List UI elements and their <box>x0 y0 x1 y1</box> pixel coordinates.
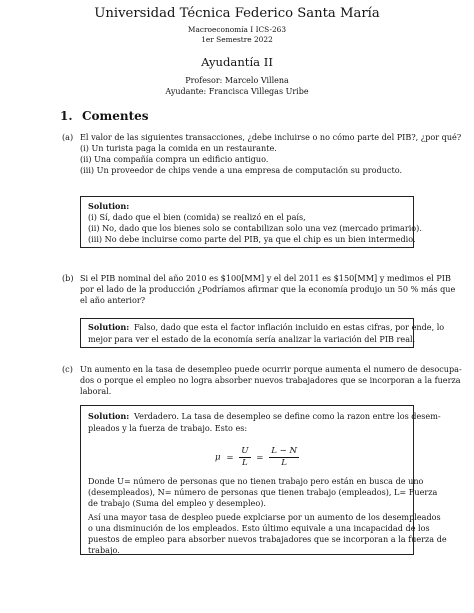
question-c-label: (c) <box>62 364 73 374</box>
question-b-line: el año anterior? <box>80 295 146 305</box>
definition-line: Donde U= número de personas que no tienen trabajo pero están en busca de uno <box>88 476 424 486</box>
question-b-line: Si el PIB nominal del año 2010 es $100[MM] y el del 2011 es $150[MM] y medimos el PIB <box>80 273 451 283</box>
semester: 1er Semestre 2022 <box>201 35 273 44</box>
solution-line: mejor para ver el estado de la economía sería analizar la variación del PIB real. <box>88 334 416 344</box>
question-c-line: dos o porque el empleo no logra absorber nuevos trabajadores que se incorporan a la fuerza <box>80 375 461 385</box>
definition-line: de trabajo (Suma del empleo y desempleo). <box>88 498 266 508</box>
question-a-label: (a) <box>62 132 74 142</box>
fraction-numerator: U <box>241 446 249 456</box>
fraction-numerator: L − N <box>271 446 298 456</box>
closing-line: trabajo. <box>88 545 120 555</box>
question-a-item: (iii) Un proveedor de chips vende a una empresa de computación su producto. <box>80 165 403 175</box>
course-name: Macroeconomía I ICS-263 <box>187 25 287 34</box>
closing-line: puestos de empleo para absorber nuevos trabajadores que se incorporan a la fuerza de <box>88 534 447 544</box>
section-title: Comentes <box>82 109 149 123</box>
formula-equals: = <box>256 452 264 463</box>
solution-label: Solution: <box>88 201 130 211</box>
solution-line: Falso, dado que esta el factor inflación incluido en estas cifras, por ende, lo <box>134 322 445 332</box>
closing-line: Así una mayor tasa de despleo puede explciarse por un aumento de los desempleados <box>88 512 441 522</box>
fraction-denominator: L <box>281 458 287 468</box>
document-title: Ayudantía II <box>201 55 273 69</box>
solution-box-b <box>80 318 445 348</box>
question-b-line: por el lado de la producción ¿Podríamos afirmar que la economía produjo un 50 % más que <box>80 284 456 294</box>
question-a-item: (ii) Una compañía compra un edificio antiguo. <box>80 154 269 164</box>
closing-line: o una disminución de los empleados. Esto último equivale a una incapacidad de los <box>88 523 430 533</box>
section-number: 1. <box>60 109 73 123</box>
university-name: Universidad Técnica Federico Santa María <box>94 6 380 21</box>
solution-label: Solution: <box>88 411 130 421</box>
solution-line: (i) Sí, dado que el bien (comida) se realizó en el país, <box>88 212 306 222</box>
question-c-line: laboral. <box>80 386 112 396</box>
question-b-label: (b) <box>62 273 74 283</box>
solution-line: (ii) No, dado que los bienes solo se contabilizan solo una vez (mercado primario). <box>88 223 422 233</box>
formula-fraction-u-over-l <box>239 446 250 469</box>
solution-box-c <box>80 405 447 555</box>
formula-fraction-l-minus-n-over-l <box>269 446 299 469</box>
solution-box-a <box>80 196 422 248</box>
solution-line: Verdadero. La tasa de desempleo se define como la razon entre los desem- <box>134 411 441 421</box>
formula-equals: = <box>226 452 234 463</box>
question-a-text: El valor de las siguientes transacciones, ¿debe incluirse o no cómo parte del PIB?, ¿por qué? <box>80 132 462 142</box>
solution-line: pleados y la fuerza de trabajo. Esto es: <box>88 423 248 433</box>
fraction-denominator: L <box>242 458 248 468</box>
solution-line: (iii) No debe incluirse como parte del PIB, ya que el chip es un bien intermedio. <box>88 234 416 244</box>
solution-label: Solution: <box>88 322 130 332</box>
formula-mu: μ <box>215 452 221 463</box>
professor-line: Profesor: Marcelo Villena <box>185 76 289 85</box>
unemployment-formula <box>215 446 299 469</box>
definition-line: (desempleados), N= número de personas que tienen trabajo (empleados), L= Fuerza <box>88 487 438 497</box>
assistant-line: Ayudante: Francisca Villegas Uribe <box>165 87 309 96</box>
question-c-line: Un aumento en la tasa de desempleo puede ocurrir porque aumenta el numero de desocupa- <box>80 364 462 374</box>
question-a-item: (i) Un turista paga la comida en un restaurante. <box>80 143 277 153</box>
